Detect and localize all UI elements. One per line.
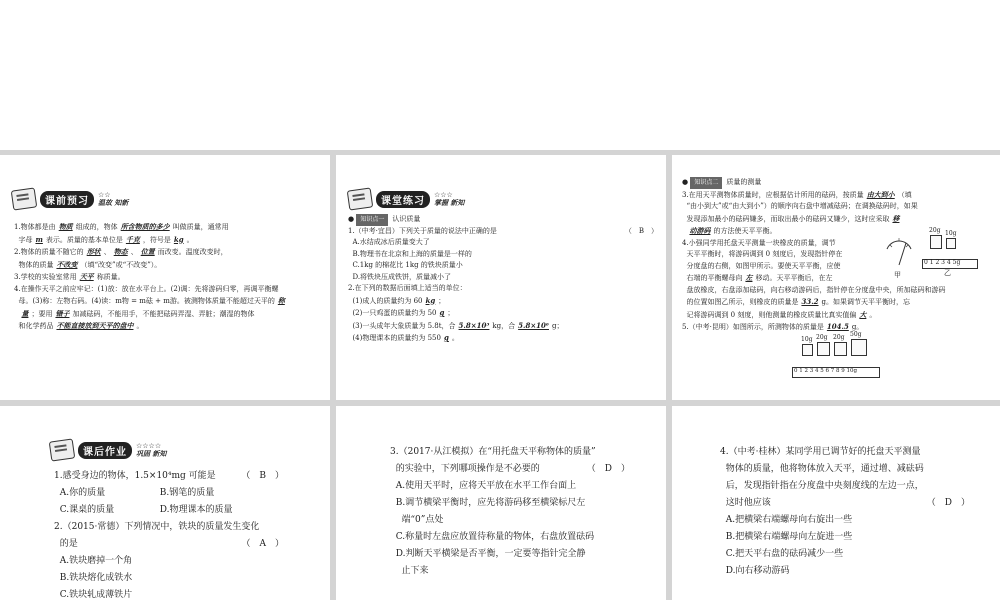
weight-block bbox=[929, 227, 942, 249]
text-span: B.钢笔的质量 bbox=[159, 488, 215, 498]
text-span: ； bbox=[447, 309, 455, 317]
preview-text: 1.物体都是由 物质 组成的，物体 所含物质的多少 叫做质量，通常用 字母 m 表示。质量的基本单位是 千克 ，符号是 kg 。 2.物体的质量不随它的 形状 、 物态 、 位置 而改变。温度改变时， 物体的质量 不改变 （填“改变”或“不改变”）。 3.学校的实验室常用 天平 称质量。 4.在操作天平之前应牢记：(1)放：放在水平台上。(2)调：先将游码归零，再调平衡螺 母。(3)称：左物右码。(4)读：m物 = m砝 + m游。被测物体质量不能超过天平的 称 量 ；要用 镊子 加减砝码，不能用手，不能把砝码弄湿、弄脏；潮湿的物体 和化学药品 不能直接放到天平的盘中 。 bbox=[14, 221, 320, 333]
text-span: 。 bbox=[451, 334, 459, 342]
text-span: 5.8×10⁶ bbox=[518, 320, 549, 330]
weight-block bbox=[945, 230, 957, 249]
weight-block bbox=[850, 331, 867, 356]
panel-measurement bbox=[672, 155, 1000, 400]
weights-top bbox=[929, 227, 957, 249]
homework-text bbox=[54, 468, 284, 600]
text-span: 0 1 2 3 4 5g bbox=[924, 259, 961, 266]
text-span: 不能直接放到天平的盘中 bbox=[56, 321, 134, 330]
text-span: 10g bbox=[945, 230, 957, 237]
text-span: C.铁块轧成薄铁片 bbox=[59, 590, 133, 600]
text-span: 2.在下列的数据后面填上适当的单位： bbox=[348, 284, 467, 292]
text-span: （填 bbox=[897, 190, 912, 199]
weight-block bbox=[833, 334, 847, 356]
text-span: 20g bbox=[833, 334, 845, 341]
text-span: g； bbox=[552, 321, 564, 330]
notebook-icon bbox=[49, 438, 76, 461]
knowledge-tag: 知识点二 bbox=[690, 177, 722, 189]
text-span: 5.（中考·昆明）如图所示，所测物体的质量是 bbox=[682, 323, 824, 331]
text-span: 3.学校的实验室常用 bbox=[14, 273, 77, 281]
text-span: 20g bbox=[816, 334, 828, 341]
text-span: 位置 bbox=[140, 247, 155, 256]
text-span: 33.2 bbox=[801, 297, 819, 306]
text-span: (2)一只鸡蛋的质量约为 50 bbox=[352, 309, 437, 317]
section-header-practice bbox=[348, 189, 464, 209]
text-span: 千克 bbox=[125, 234, 140, 244]
text-span: 4.在操作天平之前应牢记：(1)放：放在水平台上。(2)调：先将游码归零，再调平衡螺 bbox=[14, 284, 279, 293]
text-span: 3.（2017·从江模拟）在“用托盘天平称物体的质量” bbox=[390, 447, 596, 457]
text-span: 天平 bbox=[79, 272, 94, 281]
section-subtitle bbox=[98, 191, 128, 207]
text-span: 50g bbox=[850, 331, 862, 338]
text-span: 移 bbox=[892, 213, 900, 223]
section-subtitle bbox=[136, 442, 166, 458]
text-span: 5.8×10³ bbox=[458, 320, 490, 330]
text-span: D.向右移动游码 bbox=[725, 566, 790, 576]
text-span: C.课桌的质量 bbox=[59, 505, 115, 515]
text-span: 温故 知新 bbox=[98, 198, 129, 207]
text-span: 1.物体都是由 bbox=[14, 223, 56, 231]
text-span: 物体的质量 bbox=[18, 260, 54, 269]
text-span: ； bbox=[438, 296, 446, 305]
text-span: A.水结成冰后质量变大了 bbox=[352, 238, 430, 246]
text-span: (3)一头成年大象质量为 5.8t，合 bbox=[352, 321, 456, 330]
text-span: 掌握 新知 bbox=[434, 198, 465, 207]
question-4-text bbox=[720, 444, 980, 580]
section-title: 课后作业 bbox=[78, 442, 132, 459]
figure-label-a: 甲 bbox=[894, 271, 901, 279]
text-span: 4.（中考·桂林）某同学用已调节好的托盘天平测量 bbox=[720, 447, 921, 457]
text-span: 和化学药品 bbox=[18, 322, 54, 330]
text-span: kg，合 bbox=[492, 321, 516, 330]
text-span: 物态 bbox=[113, 247, 128, 256]
text-span: 分度盘的右侧，如图甲所示。要使天平平衡，应使 bbox=[686, 261, 841, 270]
text-span: m bbox=[35, 234, 43, 244]
text-span: （填“改变”或“不改变”）。 bbox=[80, 260, 162, 269]
text-span: D.物理课本的质量 bbox=[159, 505, 233, 515]
text-span: 的实验中，下列哪项操作是不必要的 bbox=[395, 464, 540, 474]
stars-icon: ☆☆☆ bbox=[434, 191, 453, 199]
answer-bracket: （ A ） bbox=[241, 539, 284, 549]
text-span: 。 bbox=[869, 310, 877, 319]
stars-icon: ☆☆☆☆ bbox=[136, 442, 162, 450]
text-span: 所含物质的多少 bbox=[120, 222, 170, 231]
weights-bottom bbox=[801, 331, 867, 356]
panel-preview bbox=[0, 155, 330, 400]
text-span: 3.在用天平测物体质量时，应根据估计所用的砝码，按质量 bbox=[682, 190, 864, 199]
text-span: 字母 bbox=[18, 235, 33, 244]
text-span: 2.物体的质量不随它的 bbox=[14, 248, 84, 256]
text-span: 盘放橡皮，右盘添加砝码，向右移动游码后，指针停在分度盘中央，所加砝码和游码 bbox=[686, 285, 946, 294]
weight-block bbox=[801, 336, 813, 356]
text-span: D.判断天平横梁是否平衡，一定要等指针完全静 bbox=[395, 549, 586, 559]
text-span: 形状 bbox=[86, 247, 101, 256]
text-span: B.调节横梁平衡时，应先将游码移至横梁标尺左 bbox=[395, 498, 586, 508]
weight-block bbox=[816, 334, 830, 356]
text-span: g。如果调节天平平衡时，忘 bbox=[821, 298, 910, 306]
text-span: ，符号是 bbox=[142, 235, 171, 244]
text-span: 左 bbox=[745, 273, 753, 282]
text-span: 的方法使天平平衡。 bbox=[713, 227, 777, 235]
text-span: 组成的，物体 bbox=[75, 223, 118, 231]
text-span: kg bbox=[425, 295, 436, 305]
text-span: 记将游码调到 0 刻度，则他测量的橡皮质量比真实值偏 bbox=[686, 310, 857, 319]
text-span: 质量的测量 bbox=[726, 178, 762, 186]
section-title: 课堂练习 bbox=[376, 191, 430, 208]
text-span: 0 1 2 3 4 5 6 7 8 9 10g bbox=[794, 368, 857, 374]
text-span: 大 bbox=[859, 309, 867, 319]
section-title: 课前预习 bbox=[40, 191, 94, 208]
text-span: 动游码 bbox=[689, 226, 711, 235]
text-span: 发现添加最小的砝码嫌多，而取出最小的砝码又嫌少，这时应采取 bbox=[686, 214, 890, 223]
text-span: 认识质量 bbox=[392, 215, 421, 223]
text-span: 1.（中考·宜昌）下列关于质量的说法中正确的是 bbox=[348, 226, 497, 235]
text-span: (1)成人的质量约为 60 bbox=[352, 296, 423, 305]
text-span: (4)物理课本的质量约为 550 bbox=[352, 334, 441, 342]
text-span: 的是 bbox=[59, 539, 78, 549]
text-span: g bbox=[443, 333, 449, 342]
text-span: 不改变 bbox=[56, 259, 78, 269]
text-span: 。 bbox=[186, 235, 194, 244]
text-span: 4.小强同学用托盘天平测量一块橡皮的质量，调节 bbox=[682, 238, 836, 247]
section-header-preview bbox=[12, 189, 128, 209]
top-blank-area bbox=[0, 0, 1000, 150]
section-subtitle bbox=[434, 191, 464, 207]
text-span: 称质量。 bbox=[96, 273, 125, 281]
text-span: B.把横梁右端螺母向左旋进一些 bbox=[725, 532, 853, 542]
text-span: g。 bbox=[851, 323, 864, 331]
text-span: 而改变。温度改变时， bbox=[157, 248, 228, 256]
text-span: B.铁块熔化成铁水 bbox=[59, 573, 133, 583]
text-span: 这时他应该 bbox=[725, 498, 771, 508]
text-span: 。 bbox=[136, 322, 144, 330]
text-span: 物质 bbox=[58, 222, 73, 231]
notebook-icon bbox=[11, 187, 38, 210]
section-header-homework bbox=[50, 440, 166, 460]
text-span: 加减砝码，不能用手，不能把砝码弄湿、弄脏；潮湿的物体 bbox=[72, 309, 255, 318]
practice-text bbox=[348, 214, 658, 345]
measurement-text bbox=[682, 177, 994, 334]
panel-question-3 bbox=[336, 406, 666, 600]
text-span: 1.感受身边的物体，1.5×10⁴mg 可能是 bbox=[54, 471, 216, 481]
text-span: 天平平衡时，将游码调到 0 刻度后，发现指针停在 bbox=[686, 250, 843, 258]
dial-figure bbox=[884, 233, 914, 273]
text-span: 的位置如图乙所示，则橡皮的质量是 bbox=[686, 298, 799, 306]
text-span: D.将铁块压成铁饼，质量减小了 bbox=[352, 272, 452, 281]
text-span: B.物理书在北京和上海的质量是一样的 bbox=[352, 249, 472, 258]
bullet-icon: ● bbox=[348, 215, 355, 223]
text-span: 巩固 新知 bbox=[136, 449, 167, 458]
text-span: “由小到大”或“由大到小”）的顺序向右盘中增减砝码；在调换砝码时，如果 bbox=[686, 202, 918, 210]
text-span: C.把天平右盘的砝码减少一些 bbox=[725, 549, 844, 559]
text-span: ；要用 bbox=[31, 309, 53, 318]
text-span: 镊子 bbox=[55, 308, 70, 318]
text-span: 量 bbox=[21, 308, 29, 318]
text-span: A.把横梁右端螺母向右旋出一些 bbox=[725, 515, 853, 525]
text-span: 母。(3)称：左物右码。(4)读：m物 = m砝 + m游。被测物体质量不能超过天平的 bbox=[18, 297, 275, 305]
question-3-text bbox=[390, 444, 650, 580]
stars-icon: ☆☆ bbox=[98, 191, 111, 199]
text-span: kg bbox=[173, 234, 184, 244]
text-span: 端“0”点处 bbox=[401, 515, 444, 525]
text-span: 物体的质量，他将物体放入天平，通过增、减砝码 bbox=[725, 464, 924, 474]
figure-label-b: 乙 bbox=[944, 269, 951, 277]
text-span: 表示。质量的基本单位是 bbox=[45, 235, 123, 244]
answer-bracket: （ D ） bbox=[926, 498, 970, 508]
answer-bracket: （ B ） bbox=[624, 226, 658, 235]
text-span: 由大到小 bbox=[866, 189, 895, 199]
knowledge-tag: 知识点一 bbox=[356, 214, 388, 226]
ruler-bottom bbox=[792, 367, 880, 378]
answer-bracket: （ D ） bbox=[586, 464, 630, 474]
text-span: 后，发现指针指在分度盘中央刻度线的左边一点， bbox=[725, 481, 924, 491]
bullet-icon: ● bbox=[682, 178, 689, 186]
text-span: 叫做质量，通常用 bbox=[172, 223, 229, 231]
text-span: C.1kg 的棉花比 1kg 的铁块质量小 bbox=[352, 261, 463, 269]
text-span: 10g bbox=[801, 336, 813, 343]
answer-bracket: （ B ） bbox=[241, 471, 284, 481]
text-span: C.称量时左盘应放置待称量的物体，右盘放置砝码 bbox=[395, 532, 595, 542]
text-span: A.你的质量 bbox=[59, 488, 106, 498]
panel-question-4 bbox=[672, 406, 1000, 600]
text-span: A.使用天平时，应将天平放在水平工作台面上 bbox=[395, 481, 577, 491]
text-span: 称 bbox=[277, 296, 285, 305]
text-span: 20g bbox=[929, 227, 941, 234]
text-span: g bbox=[439, 308, 445, 317]
text-span: 移动。天平平衡后，在左 bbox=[755, 274, 833, 282]
text-span: 右端的平衡螺母向 bbox=[686, 274, 743, 282]
notebook-icon bbox=[347, 187, 374, 210]
text-span: 止下来 bbox=[401, 566, 429, 576]
text-span: A.铁块磨掉一个角 bbox=[59, 556, 133, 566]
text-span: 2.（2015·常德）下列情况中，铁块的质量发生变化 bbox=[54, 522, 260, 532]
panel-homework bbox=[0, 406, 330, 600]
panel-practice bbox=[336, 155, 666, 400]
text-span: 104.5 bbox=[826, 322, 849, 331]
